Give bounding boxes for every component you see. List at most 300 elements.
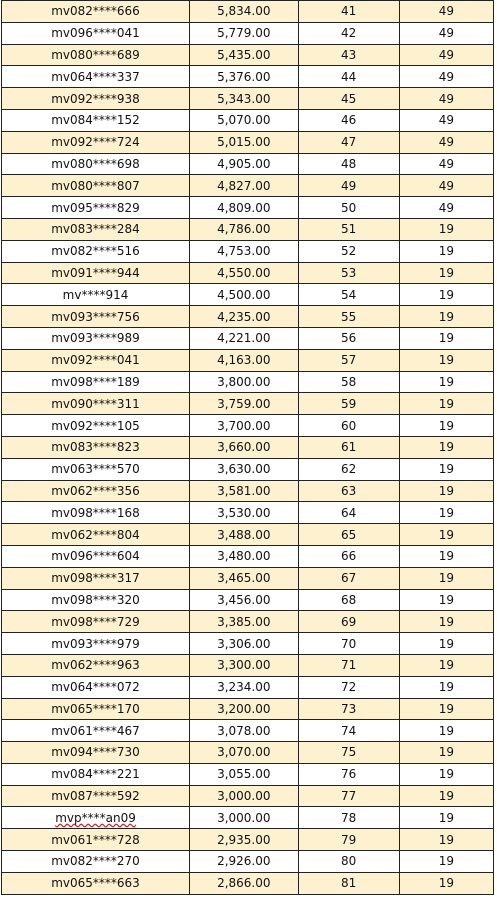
value-cell-text: 19 — [438, 374, 454, 389]
rank-cell-text: 64 — [341, 505, 357, 520]
rank-cell — [298, 633, 399, 655]
rank-cell — [298, 851, 399, 873]
rank-cell — [298, 458, 399, 480]
amount-cell-text: 3,465.00 — [217, 571, 271, 586]
user-id-cell-text: mv095****829 — [51, 200, 140, 215]
amount-cell — [190, 567, 298, 589]
user-id-cell-text: mv092****041 — [51, 353, 140, 368]
value-cell-text: 19 — [438, 658, 454, 673]
amount-cell — [190, 349, 298, 371]
rank-cell — [298, 545, 399, 567]
user-id-cell-text: mv092****938 — [51, 91, 140, 106]
user-id-cell — [2, 349, 190, 371]
table-row — [2, 415, 494, 437]
user-id-cell-text: mv080****807 — [51, 178, 140, 193]
rank-cell-text: 68 — [341, 592, 357, 607]
rank-cell — [298, 611, 399, 633]
table-row — [2, 349, 494, 371]
user-id-cell-text: mv065****663 — [51, 876, 140, 891]
value-cell — [399, 545, 493, 567]
value-cell — [399, 88, 493, 110]
rank-cell — [298, 306, 399, 328]
rank-cell — [298, 327, 399, 349]
amount-cell-text: 2,926.00 — [217, 854, 271, 869]
rank-cell-text: 44 — [341, 69, 357, 84]
amount-cell — [190, 785, 298, 807]
ranking-table — [1, 0, 494, 895]
value-cell-text: 19 — [438, 505, 454, 520]
user-id-cell — [2, 807, 190, 829]
user-id-cell-text: mv090****311 — [51, 396, 140, 411]
table-row — [2, 88, 494, 110]
rank-cell — [298, 829, 399, 851]
amount-cell-text: 4,221.00 — [217, 331, 271, 346]
rank-cell — [298, 676, 399, 698]
value-cell — [399, 502, 493, 524]
rank-cell — [298, 698, 399, 720]
user-id-cell — [2, 284, 190, 306]
rank-cell — [298, 415, 399, 437]
user-id-cell-text: mv093****756 — [51, 309, 140, 324]
user-id-cell — [2, 262, 190, 284]
amount-cell-text: 3,300.00 — [217, 658, 271, 673]
value-cell — [399, 44, 493, 66]
rank-cell — [298, 872, 399, 894]
user-id-cell — [2, 851, 190, 873]
rank-cell-text: 72 — [341, 680, 357, 695]
rank-cell-text: 62 — [341, 462, 357, 477]
table-row — [2, 44, 494, 66]
rank-cell-text: 49 — [341, 178, 357, 193]
amount-cell-text: 3,306.00 — [217, 636, 271, 651]
table-row — [2, 807, 494, 829]
value-cell-text: 19 — [438, 789, 454, 804]
value-cell — [399, 436, 493, 458]
table-row — [2, 109, 494, 131]
user-id-cell — [2, 240, 190, 262]
rank-cell-text: 60 — [341, 418, 357, 433]
amount-cell-text: 5,435.00 — [217, 47, 271, 62]
value-cell-text: 19 — [438, 353, 454, 368]
value-cell-text: 19 — [438, 331, 454, 346]
amount-cell — [190, 218, 298, 240]
rank-cell — [298, 371, 399, 393]
table-row — [2, 480, 494, 502]
table-row — [2, 589, 494, 611]
user-id-cell-text: mv098****729 — [51, 614, 140, 629]
rank-cell — [298, 262, 399, 284]
amount-cell — [190, 545, 298, 567]
table-row — [2, 153, 494, 175]
rank-cell — [298, 66, 399, 88]
user-id-cell — [2, 720, 190, 742]
value-cell-text: 49 — [438, 113, 454, 128]
value-cell — [399, 763, 493, 785]
table-row — [2, 742, 494, 764]
rank-cell — [298, 524, 399, 546]
user-id-cell-text: mv080****698 — [51, 156, 140, 171]
value-cell — [399, 153, 493, 175]
rank-cell — [298, 88, 399, 110]
user-id-cell — [2, 44, 190, 66]
value-cell-text: 19 — [438, 244, 454, 259]
user-id-cell — [2, 66, 190, 88]
rank-cell-text: 71 — [341, 658, 357, 673]
value-cell — [399, 22, 493, 44]
rank-cell-text: 55 — [341, 309, 357, 324]
amount-cell — [190, 240, 298, 262]
amount-cell-text: 4,809.00 — [217, 200, 271, 215]
value-cell-text: 19 — [438, 309, 454, 324]
amount-cell — [190, 66, 298, 88]
rank-cell-text: 73 — [341, 701, 357, 716]
amount-cell — [190, 88, 298, 110]
value-cell-text: 19 — [438, 440, 454, 455]
rank-cell — [298, 480, 399, 502]
value-cell-text: 49 — [438, 135, 454, 150]
user-id-cell-text: mv061****728 — [51, 832, 140, 847]
amount-cell — [190, 44, 298, 66]
amount-cell-text: 3,488.00 — [217, 527, 271, 542]
rank-cell-text: 79 — [341, 832, 357, 847]
user-id-cell — [2, 872, 190, 894]
rank-cell — [298, 349, 399, 371]
amount-cell — [190, 22, 298, 44]
rank-cell-text: 51 — [341, 222, 357, 237]
rank-cell — [298, 131, 399, 153]
rank-cell — [298, 175, 399, 197]
value-cell — [399, 872, 493, 894]
table-row — [2, 872, 494, 894]
amount-cell-text: 3,234.00 — [217, 680, 271, 695]
user-id-cell — [2, 175, 190, 197]
user-id-cell — [2, 589, 190, 611]
rank-cell-text: 74 — [341, 723, 357, 738]
amount-cell — [190, 851, 298, 873]
amount-cell — [190, 611, 298, 633]
user-id-cell-text: mv098****168 — [51, 505, 140, 520]
user-id-cell-text: mv093****979 — [51, 636, 140, 651]
amount-cell-text: 5,834.00 — [217, 4, 271, 19]
amount-cell — [190, 436, 298, 458]
amount-cell — [190, 371, 298, 393]
user-id-cell — [2, 567, 190, 589]
value-cell — [399, 66, 493, 88]
value-cell-text: 19 — [438, 745, 454, 760]
rank-cell — [298, 502, 399, 524]
value-cell-text: 19 — [438, 854, 454, 869]
value-cell-text: 49 — [438, 91, 454, 106]
rank-cell-text: 43 — [341, 47, 357, 62]
amount-cell — [190, 676, 298, 698]
value-cell — [399, 633, 493, 655]
rank-cell — [298, 807, 399, 829]
user-id-cell-text: mv063****570 — [51, 462, 140, 477]
user-id-cell — [2, 524, 190, 546]
table-row — [2, 763, 494, 785]
amount-cell-text: 3,480.00 — [217, 549, 271, 564]
amount-cell-text: 4,163.00 — [217, 353, 271, 368]
value-cell-text: 49 — [438, 69, 454, 84]
amount-cell — [190, 306, 298, 328]
rank-cell-text: 58 — [341, 374, 357, 389]
table-row — [2, 306, 494, 328]
value-cell — [399, 611, 493, 633]
value-cell — [399, 262, 493, 284]
user-id-cell — [2, 327, 190, 349]
amount-cell — [190, 872, 298, 894]
user-id-cell — [2, 22, 190, 44]
table-row — [2, 545, 494, 567]
amount-cell-text: 5,015.00 — [217, 135, 271, 150]
amount-cell — [190, 327, 298, 349]
rank-cell-text: 67 — [341, 571, 357, 586]
table-row — [2, 633, 494, 655]
table-row — [2, 524, 494, 546]
amount-cell — [190, 763, 298, 785]
user-id-cell-text: mv087****592 — [51, 789, 140, 804]
value-cell-text: 19 — [438, 832, 454, 847]
amount-cell — [190, 633, 298, 655]
value-cell-text: 49 — [438, 4, 454, 19]
value-cell — [399, 524, 493, 546]
value-cell-text: 19 — [438, 549, 454, 564]
user-id-cell — [2, 676, 190, 698]
rank-cell-text: 42 — [341, 26, 357, 41]
rank-cell-text: 41 — [341, 4, 357, 19]
amount-cell-text: 3,630.00 — [217, 462, 271, 477]
value-cell-text: 19 — [438, 396, 454, 411]
rank-cell — [298, 589, 399, 611]
amount-cell — [190, 807, 298, 829]
amount-cell — [190, 524, 298, 546]
user-id-cell — [2, 698, 190, 720]
amount-cell-text: 5,376.00 — [217, 69, 271, 84]
rank-cell — [298, 567, 399, 589]
user-id-cell-text: mv098****320 — [51, 592, 140, 607]
user-id-cell-text: mv098****317 — [51, 571, 140, 586]
user-id-cell-text: mv084****152 — [51, 113, 140, 128]
amount-cell-text: 4,786.00 — [217, 222, 271, 237]
amount-cell — [190, 175, 298, 197]
user-id-cell — [2, 742, 190, 764]
table-row — [2, 502, 494, 524]
table-row — [2, 262, 494, 284]
user-id-cell-text: mv096****041 — [51, 26, 140, 41]
user-id-cell — [2, 415, 190, 437]
rank-cell-text: 69 — [341, 614, 357, 629]
value-cell-text: 49 — [438, 178, 454, 193]
table-row — [2, 676, 494, 698]
rank-cell-text: 76 — [341, 767, 357, 782]
table-row — [2, 1, 494, 23]
user-id-cell-text: mv****914 — [62, 287, 129, 302]
user-id-cell — [2, 197, 190, 219]
rank-cell-text: 53 — [341, 265, 357, 280]
value-cell-text: 19 — [438, 701, 454, 716]
user-id-cell — [2, 131, 190, 153]
user-id-cell-text: mv082****270 — [51, 854, 140, 869]
user-id-cell-text: mvp****an09 — [55, 810, 136, 825]
rank-cell-text: 45 — [341, 91, 357, 106]
value-cell-text: 19 — [438, 462, 454, 477]
user-id-cell-text: mv062****963 — [51, 658, 140, 673]
user-id-cell — [2, 545, 190, 567]
table-row — [2, 175, 494, 197]
amount-cell-text: 3,800.00 — [217, 374, 271, 389]
value-cell-text: 19 — [438, 723, 454, 738]
rank-cell — [298, 44, 399, 66]
value-cell-text: 19 — [438, 571, 454, 586]
rank-cell-text: 80 — [341, 854, 357, 869]
amount-cell — [190, 654, 298, 676]
amount-cell-text: 4,753.00 — [217, 244, 271, 259]
rank-cell-text: 47 — [341, 135, 357, 150]
user-id-cell-text: mv093****989 — [51, 331, 140, 346]
user-id-cell — [2, 633, 190, 655]
amount-cell-text: 3,581.00 — [217, 483, 271, 498]
value-cell-text: 49 — [438, 26, 454, 41]
amount-cell — [190, 458, 298, 480]
table-row — [2, 284, 494, 306]
amount-cell — [190, 197, 298, 219]
value-cell — [399, 720, 493, 742]
table-row — [2, 393, 494, 415]
amount-cell-text: 2,866.00 — [217, 876, 271, 891]
table-row — [2, 851, 494, 873]
value-cell-text: 19 — [438, 418, 454, 433]
user-id-cell-text: mv064****337 — [51, 69, 140, 84]
rank-cell — [298, 720, 399, 742]
amount-cell-text: 3,456.00 — [217, 592, 271, 607]
amount-cell-text: 3,055.00 — [217, 767, 271, 782]
value-cell-text: 19 — [438, 767, 454, 782]
value-cell-text: 19 — [438, 483, 454, 498]
value-cell — [399, 306, 493, 328]
amount-cell — [190, 698, 298, 720]
rank-cell-text: 65 — [341, 527, 357, 542]
amount-cell — [190, 262, 298, 284]
rank-cell-text: 56 — [341, 331, 357, 346]
user-id-cell — [2, 763, 190, 785]
value-cell — [399, 458, 493, 480]
value-cell-text: 19 — [438, 265, 454, 280]
amount-cell-text: 4,905.00 — [217, 156, 271, 171]
rank-cell — [298, 763, 399, 785]
value-cell-text: 19 — [438, 636, 454, 651]
table-row — [2, 197, 494, 219]
user-id-cell-text: mv094****730 — [51, 745, 140, 760]
user-id-cell — [2, 109, 190, 131]
amount-cell-text: 3,000.00 — [217, 789, 271, 804]
user-id-cell-text: mv084****221 — [51, 767, 140, 782]
rank-cell — [298, 109, 399, 131]
amount-cell — [190, 415, 298, 437]
value-cell — [399, 393, 493, 415]
value-cell — [399, 349, 493, 371]
rank-cell — [298, 785, 399, 807]
user-id-cell — [2, 1, 190, 23]
rank-cell — [298, 197, 399, 219]
user-id-cell — [2, 306, 190, 328]
rank-cell — [298, 393, 399, 415]
rank-cell-text: 70 — [341, 636, 357, 651]
value-cell-text: 49 — [438, 47, 454, 62]
amount-cell — [190, 480, 298, 502]
rank-cell-text: 46 — [341, 113, 357, 128]
amount-cell-text: 3,200.00 — [217, 701, 271, 716]
rank-cell-text: 59 — [341, 396, 357, 411]
user-id-cell — [2, 218, 190, 240]
ranking-table-body — [2, 1, 494, 895]
amount-cell-text: 5,779.00 — [217, 26, 271, 41]
amount-cell-text: 4,827.00 — [217, 178, 271, 193]
value-cell — [399, 284, 493, 306]
user-id-cell-text: mv092****105 — [51, 418, 140, 433]
value-cell — [399, 480, 493, 502]
table-row — [2, 785, 494, 807]
value-cell — [399, 567, 493, 589]
rank-cell — [298, 654, 399, 676]
amount-cell — [190, 153, 298, 175]
user-id-cell — [2, 393, 190, 415]
user-id-cell — [2, 88, 190, 110]
value-cell — [399, 371, 493, 393]
value-cell — [399, 218, 493, 240]
value-cell — [399, 742, 493, 764]
table-row — [2, 720, 494, 742]
amount-cell-text: 3,700.00 — [217, 418, 271, 433]
user-id-cell-text: mv092****724 — [51, 135, 140, 150]
rank-cell — [298, 284, 399, 306]
amount-cell-text: 4,500.00 — [217, 287, 271, 302]
table-row — [2, 567, 494, 589]
amount-cell — [190, 1, 298, 23]
amount-cell — [190, 589, 298, 611]
amount-cell-text: 5,343.00 — [217, 91, 271, 106]
table-row — [2, 218, 494, 240]
rank-cell-text: 54 — [341, 287, 357, 302]
rank-cell — [298, 1, 399, 23]
value-cell — [399, 807, 493, 829]
table-row — [2, 654, 494, 676]
user-id-cell-text: mv082****666 — [51, 4, 140, 19]
value-cell — [399, 327, 493, 349]
value-cell — [399, 829, 493, 851]
rank-cell — [298, 218, 399, 240]
value-cell-text: 19 — [438, 614, 454, 629]
table-row — [2, 131, 494, 153]
value-cell-text: 19 — [438, 287, 454, 302]
user-id-cell — [2, 502, 190, 524]
value-cell — [399, 851, 493, 873]
rank-cell-text: 78 — [341, 810, 357, 825]
user-id-cell — [2, 153, 190, 175]
value-cell — [399, 415, 493, 437]
amount-cell — [190, 502, 298, 524]
amount-cell — [190, 131, 298, 153]
user-id-cell-text: mv064****072 — [51, 680, 140, 695]
amount-cell-text: 3,000.00 — [217, 810, 271, 825]
user-id-cell — [2, 829, 190, 851]
table-row — [2, 240, 494, 262]
amount-cell-text: 4,550.00 — [217, 265, 271, 280]
table-row — [2, 22, 494, 44]
value-cell — [399, 109, 493, 131]
value-cell — [399, 240, 493, 262]
value-cell-text: 19 — [438, 680, 454, 695]
user-id-cell-text: mv083****284 — [51, 222, 140, 237]
